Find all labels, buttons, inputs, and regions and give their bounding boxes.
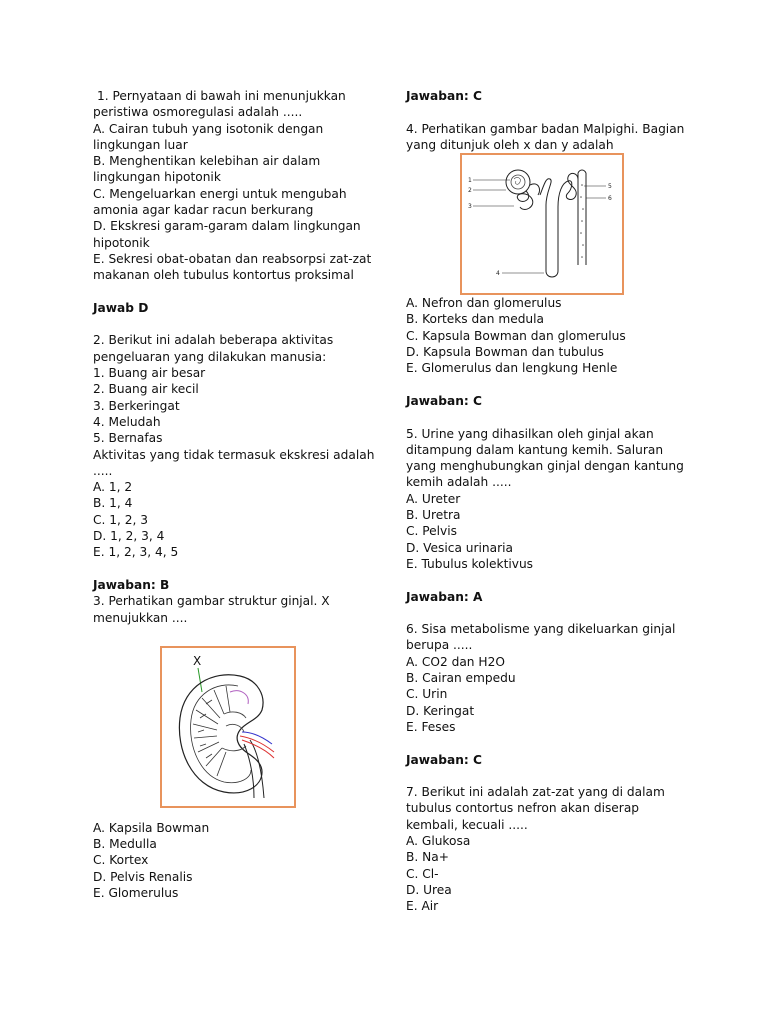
question-1-option-c-cont: amonia agar kadar racun berkurang [93, 203, 314, 218]
nephron-illustration [462, 155, 622, 293]
question-7-text-line-2: tubulus contortus nefron akan diserap [406, 801, 640, 816]
capsule-highlight [230, 691, 248, 704]
question-6 [406, 621, 688, 768]
question-2-item-1: 1. Buang air besar [93, 366, 206, 381]
malpighi-figure [460, 153, 624, 295]
question-3 [93, 593, 365, 901]
question-5-text-line-1: 5. Urine yang dihasilkan oleh ginjal akan [406, 426, 654, 441]
question-4-option-a: A. Nefron dan glomerulus [406, 296, 562, 311]
question-5-option-e: E. Tubulus kolektivus [406, 556, 534, 571]
question-2-text-line-1: 2. Berikut ini adalah beberapa aktivitas [93, 333, 334, 348]
question-7-text-line-3: kembali, kecuali ..... [406, 817, 528, 832]
question-4-text-line-2: yang ditunjuk oleh x dan y adalah [406, 137, 614, 152]
question-6-option-b: B. Cairan empedu [406, 671, 516, 686]
question-2-item-5: 5. Bernafas [93, 431, 163, 446]
distal-tubule [566, 174, 578, 200]
question-5 [406, 426, 688, 605]
question-4-option-c: C. Kapsula Bowman dan glomerulus [406, 328, 626, 343]
kidney-outline [179, 675, 263, 793]
question-5-option-a: A. Ureter [406, 491, 461, 506]
question-7-option-c: C. Cl- [406, 866, 439, 881]
question-1-text-line-1: 1. Pernyataan di bawah ini menunjukkan [97, 89, 346, 103]
question-6-text-line-2: berupa ..... [406, 638, 473, 653]
question-1-option-d: D. Ekskresi garam-garam dalam lingkungan [93, 219, 361, 234]
question-5-answer: Jawaban: A [406, 589, 483, 604]
question-3-option-c: C. Kortex [93, 853, 149, 868]
question-1-option-a-cont: lingkungan luar [93, 137, 188, 152]
question-6-answer: Jawaban: C [406, 752, 482, 767]
figure-label-2: 2 [468, 187, 472, 195]
question-3-option-a: A. Kapsila Bowman [93, 820, 210, 835]
question-5-text-line-2: ditampung dalam kantung kemih. Saluran [406, 442, 664, 457]
renal-pelvis [222, 712, 246, 751]
right-column [406, 88, 688, 914]
figure-label-4: 4 [496, 270, 500, 278]
question-7 [406, 784, 688, 914]
question-4-option-b: B. Korteks dan medula [406, 312, 545, 327]
question-6-option-a: A. CO2 dan H2O [406, 654, 505, 669]
figure-label-x: X [193, 653, 202, 668]
question-7-option-e: E. Air [406, 899, 439, 914]
question-7-text-line-1: 7. Berikut ini adalah zat-zat yang di dalam [406, 785, 665, 800]
bowman-capsule [506, 170, 530, 194]
question-2-option-a: A. 1, 2 [93, 480, 133, 495]
question-7-option-a: A. Glukosa [406, 833, 471, 848]
question-6-option-e: E. Feses [406, 719, 456, 734]
question-5-option-c: C. Pelvis [406, 524, 458, 539]
question-1-answer: Jawab D [93, 300, 149, 315]
question-1-option-b: B. Menghentikan kelebihan air dalam [93, 154, 321, 169]
kidney-illustration [162, 648, 294, 806]
glomerulus [511, 175, 525, 189]
question-3-option-b: B. Medulla [93, 837, 157, 852]
question-2-item-2: 2. Buang air kecil [93, 382, 199, 397]
question-1 [93, 88, 372, 316]
question-2-text-line-2: pengeluaran yang dilakukan manusia: [93, 349, 327, 364]
question-3-answer: Jawaban: C [406, 89, 482, 103]
question-7-option-d: D. Urea [406, 882, 452, 897]
question-2-item-4: 4. Meludah [93, 414, 161, 429]
question-6-option-c: C. Urin [406, 687, 448, 702]
question-2-option-c: C. 1, 2, 3 [93, 512, 149, 527]
question-1-option-a: A. Cairan tubuh yang isotonik dengan [93, 121, 324, 136]
question-4-answer: Jawaban: C [406, 393, 482, 408]
figure-label-3: 3 [468, 203, 472, 211]
collecting-duct-dots [580, 184, 584, 258]
figure-label-6: 6 [608, 195, 612, 203]
question-1-option-c: C. Mengeluarkan energi untuk mengubah [93, 186, 347, 201]
question-3-option-e: E. Glomerulus [93, 885, 179, 900]
question-2-option-d: D. 1, 2, 3, 4 [93, 529, 165, 544]
figure-label-5: 5 [608, 183, 612, 191]
question-5-option-b: B. Uretra [406, 508, 461, 523]
kidney-structure-figure [160, 646, 296, 808]
question-6-text-line-1: 6. Sisa metabolisme yang dikeluarkan ginjal [406, 622, 676, 637]
question-7-option-b: B. Na+ [406, 850, 449, 865]
question-1-option-d-cont: hipotonik [93, 235, 150, 250]
question-2 [93, 332, 375, 593]
question-2-prompt-line-2: ..... [93, 463, 113, 478]
kidney-cortex-line [191, 685, 251, 783]
question-4-text-line-1: 4. Perhatikan gambar badan Malpighi. Bagian [406, 121, 685, 136]
question-3-option-d: D. Pelvis Renalis [93, 869, 193, 884]
renal-vein [242, 732, 272, 744]
question-4-option-d: D. Kapsula Bowman dan tubulus [406, 345, 604, 360]
question-3-text-line-1: 3. Perhatikan gambar struktur ginjal. X [93, 594, 330, 609]
figure-label-1: 1 [468, 177, 472, 185]
pointer-line-x [198, 668, 202, 692]
question-5-text-line-3: yang menghubungkan ginjal dengan kantung [406, 459, 684, 474]
question-5-text-line-4: kemih adalah ..... [406, 475, 512, 490]
question-2-option-b: B. 1, 4 [93, 496, 133, 511]
question-2-item-3: 3. Berkeringat [93, 398, 180, 413]
question-5-option-d: D. Vesica urinaria [406, 540, 513, 555]
question-2-prompt-line-1: Aktivitas yang tidak termasuk ekskresi adalah [93, 447, 375, 462]
question-3-text-line-2: menujukkan .... [93, 610, 188, 625]
question-1-option-e-cont: makanan oleh tubulus kontortus proksimal [93, 268, 354, 283]
left-column [93, 88, 375, 901]
question-1-text-line-2: peristiwa osmoregulasi adalah ..... [93, 105, 303, 120]
question-2-answer: Jawaban: B [93, 577, 170, 592]
question-6-option-d: D. Keringat [406, 703, 475, 718]
question-4 [406, 121, 688, 410]
question-1-option-e: E. Sekresi obat-obatan dan reabsorpsi zat-zat [93, 251, 372, 266]
question-2-option-e: E. 1, 2, 3, 4, 5 [93, 545, 179, 560]
question-1-option-b-cont: lingkungan hipotonik [93, 170, 221, 185]
question-4-option-e: E. Glomerulus dan lengkung Henle [406, 361, 618, 376]
